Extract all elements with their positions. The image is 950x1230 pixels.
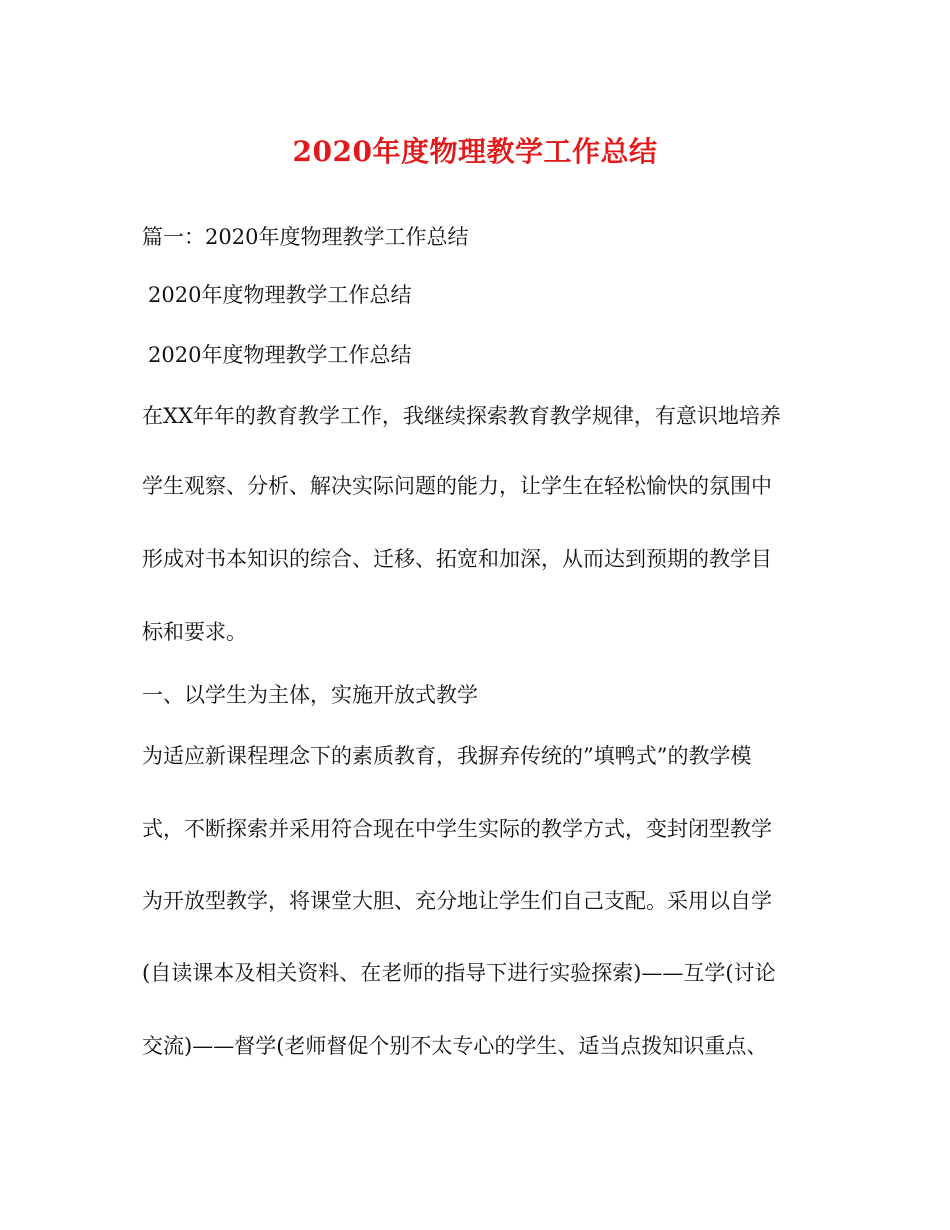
text-line: (自读课本及相关资料、在老师的指导下进行实验探索)——互学(讨论 <box>142 961 776 985</box>
document-title: 2020年度物理教学工作总结 <box>292 135 658 168</box>
text-line: 为适应新课程理念下的素质教育，我摒弃传统的”填鸭式”的教学模 <box>142 744 752 768</box>
text-line: 交流)——督学(老师督促个别不太专心的学生、适当点拨知识重点、 <box>142 1034 768 1058</box>
text-line: 在XX年年的教育教学工作，我继续探索教育教学规律，有意识地培养 <box>142 404 781 428</box>
text-line: 为开放型教学，将课堂大胆、充分地让学生们自己支配。采用以自学 <box>142 889 772 913</box>
text-line: 标和要求。 <box>142 620 247 644</box>
text-line: 2020年度物理教学工作总结 <box>148 283 412 307</box>
text-line: 形成对书本知识的综合、迁移、拓宽和加深，从而达到预期的教学目 <box>142 547 772 571</box>
text-line: 式，不断探索并采用符合现在中学生实际的教学方式，变封闭型教学 <box>142 817 772 841</box>
section-heading: 一、以学生为主体，实施开放式教学 <box>142 683 478 707</box>
text-line: 篇一：2020年度物理教学工作总结 <box>142 225 469 249</box>
text-line: 2020年度物理教学工作总结 <box>148 343 412 367</box>
text-line: 学生观察、分析、解决实际问题的能力，让学生在轻松愉快的氛围中 <box>142 474 772 498</box>
